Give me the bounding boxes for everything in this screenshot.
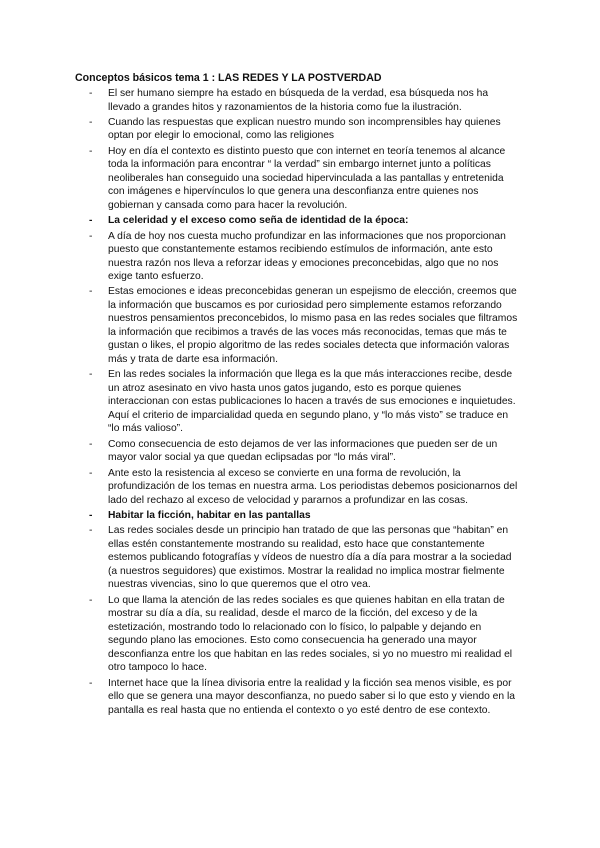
list-item (0, 116, 600, 143)
bullet-dash: - (89, 215, 93, 227)
concept-list (0, 87, 600, 719)
bullet-dash: - (89, 525, 93, 537)
list-item (0, 677, 600, 718)
list-item (0, 524, 600, 592)
list-item (0, 438, 600, 465)
document-title: Conceptos básicos tema 1 : LAS REDES Y LA POSTVERDAD (75, 72, 382, 84)
section-heading (0, 509, 600, 523)
list-item-text: A día de hoy nos cuesta mucho profundizar en las informaciones que nos proporcionan puesto que constantemente estamos recibiendo estímulos de información, ante esto nuestra razón nos lleva a reforzar ideas y emociones preconcebidas, algo que no nos exige tanto esfuerzo. (108, 230, 506, 283)
list-item (0, 368, 600, 436)
list-item-text: Internet hace que la línea divisoria entre la realidad y la ficción sea menos visible, es por ello que se genera una mayor desconfianza, no puedo saber si lo que esto y viendo en la pantalla es real hasta que no entienda el contexto o yo esté dentro de ese contexto. (108, 677, 516, 716)
list-item-text: En las redes sociales la información que llega es la que más interacciones recibe, desde un atroz asesinato en vivo hasta unos gatos jugando, esto es porque quienes interaccionan con estas publicaciones lo hacen a través de sus emociones e inquietudes. Aquí el criterio de imparcialidad queda en segundo plano, y “lo más visto” se traduce en “lo más valioso”. (108, 369, 516, 435)
list-item-text: Como consecuencia de esto dejamos de ver las informaciones que pueden ser de un mayor valor social ya que quedan eclipsadas por “lo más viral”. (108, 438, 498, 464)
bullet-dash: - (89, 116, 93, 128)
bullet-dash: - (89, 677, 93, 689)
list-item-text: Lo que llama la atención de las redes sociales es que quienes habitan en ella tratan de mostrar su día a día, su realidad, desde el marco de la ficción, del exceso y de la estetización, mostrando todo lo relacionado con lo físico, lo palpable y dejando en segundo plano las emociones. Esto como consecuencia ha generado una mayor desconfianza entre los que habitan en las redes sociales, si yo no muestro mi realidad el otro tampoco lo hace. (108, 594, 513, 674)
list-item (0, 467, 600, 508)
list-item-text: El ser humano siempre ha estado en búsqueda de la verdad, esa búsqueda nos ha llevado a grandes hitos y razonamientos de la historia como fue la ilustración. (108, 88, 489, 113)
list-item-text: Estas emociones e ideas preconcebidas generan un espejismo de elección, creemos que la información que buscamos es por curiosidad pero simplemente estamos reforzando nuestros pensamientos preconcebidos, lo mismo pasa en las redes sociales que filtramos la información que recibimos a través de las voces más reconocidas, temas que más te gustan o likes, el propio algoritmo de las redes sociales detecta que información valoras más y trata de darte esa información. (108, 286, 518, 365)
list-item-text: Hoy en día el contexto es distinto puesto que con internet en teoría tenemos al alcance toda la información para encontrar “ la verdad” sin embargo internet junto a políticas neoliberales han conseguido una sociedad hipervinculada a las pantallas y entretenida con imágenes e hipervínculos lo que genera una desconfianza entre quienes nos gobiernan y cansada como para hacer la revolución. (108, 145, 506, 211)
list-item-text: Las redes sociales desde un principio han tratado de que las personas que “habitan” en ellas estén constantemente mostrando su realidad, esto hace que constantemente estemos publicando fotografías y vídeos de nuestro día a día para mostrar a la sociedad (a nuestros seguidores) que existimos. Mostrar la realidad no implica mostrar fielmente nuestras vivencias, sino lo que queremos que el otro vea. (108, 525, 512, 591)
list-item (0, 145, 600, 213)
bullet-dash: - (89, 88, 93, 99)
bullet-dash: - (89, 438, 93, 450)
section-heading-text: Habitar la ficción, habitar en las pantallas (108, 510, 311, 522)
section-heading (0, 214, 600, 228)
section-heading-text: La celeridad y el exceso como seña de identidad de la época: (108, 215, 409, 227)
list-item (0, 230, 600, 284)
bullet-dash: - (89, 510, 93, 522)
list-item-text: Ante esto la resistencia al exceso se convierte en una forma de revolución, la profundización de los temas en nuestra arma. Los periodistas debemos posicionarnos del lado del rechazo al exceso de velocidad y pararnos a profundizar en las cosas. (108, 467, 518, 506)
bullet-dash: - (89, 467, 93, 479)
bullet-dash: - (89, 145, 93, 157)
bullet-dash: - (89, 594, 93, 606)
list-item (0, 594, 600, 675)
bullet-dash: - (89, 369, 93, 381)
list-item (0, 87, 600, 114)
bullet-dash: - (89, 286, 93, 298)
bullet-dash: - (89, 230, 93, 242)
list-item (0, 285, 600, 366)
list-item-text: Cuando las respuestas que explican nuestro mundo son incomprensibles hay quienes optan por elegir lo emocional, como las religiones (108, 116, 501, 142)
